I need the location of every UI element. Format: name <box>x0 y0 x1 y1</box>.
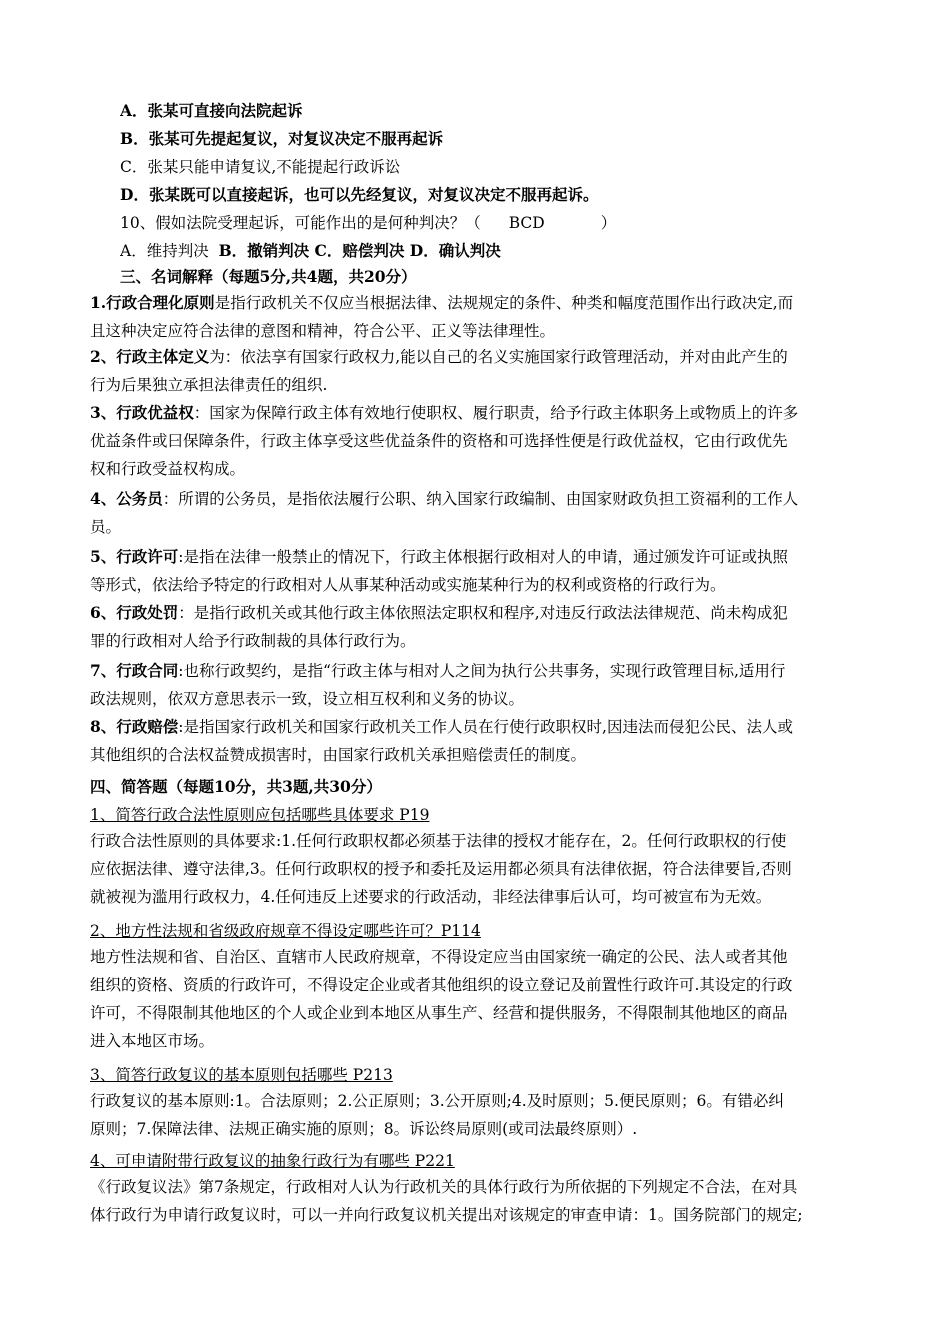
definition-term: 4、公务员 <box>90 489 163 508</box>
question-4-title: 4、可申请附带行政复议的抽象行政行为有哪些 P221 <box>90 1152 455 1170</box>
definition-term: 5、行政许可 <box>90 547 179 566</box>
answer-2-line-4: 进入本地区市场。 <box>90 1032 215 1050</box>
definition-text: 是指行政机关不仅应当根据法律、法规规定的条件、种类和幅度范围作出行政决定,而 <box>214 294 794 312</box>
definition-text: ：是指行政机关或其他行政主体依照法定职权和程序,对违反行政法法律规范、尚未构成犯 <box>178 604 788 622</box>
definition-6-line-1 <box>90 602 870 624</box>
option-9d: D．张某既可以直接起诉，也可以先经复议，对复议决定不服再起诉。 <box>120 185 599 204</box>
definition-text: 优益条件或曰保障条件，行政主体享受这些优益条件的资格和可选择性便是行政优益权，它由行政优先 <box>90 432 788 450</box>
definition-8-line-1 <box>90 716 870 738</box>
definition-term: 6、行政处罚 <box>90 603 179 622</box>
section-3-heading: 三、名词解释（每题5分,共4题，共20分） <box>120 267 417 286</box>
definition-text: :是指国家行政机关和国家行政机关工作人员在行使行政职权时,因违法而侵犯公民、法人或 <box>178 718 793 736</box>
answer-3-line-2: 原则；7.保障法律、法规正确实施的原则；8。诉讼终局原则(或司法最终原则）. <box>90 1120 638 1138</box>
option-10bcd: B．撤销判决 C．赔偿判决 D．确认判决 <box>218 241 501 260</box>
definition-2-line-1 <box>90 346 870 368</box>
definition-6-line-2 <box>90 630 870 652</box>
definition-7-line-2 <box>90 688 870 710</box>
option-10a: A．维持判决 <box>120 242 209 260</box>
question-1-title: 1、简答行政合法性原则应包括哪些具体要求 P19 <box>90 806 430 824</box>
answer-3-line-1: 行政复议的基本原则:1。合法原则；2.公正原则；3.公开原则;4.及时原则；5.便民原则；6。有错必纠 <box>90 1092 784 1110</box>
definition-text: 罪的行政相对人给予行政制裁的具体行政行为。 <box>90 632 416 650</box>
answer-2-line-3: 许可，不得限制其他地区的个人或企业到本地区从事生产、经营和提供服务，不得限制其他地区的商品 <box>90 1004 788 1022</box>
definition-1-line-2 <box>90 320 870 342</box>
question-3-title: 3、简答行政复议的基本原则包括哪些 P213 <box>90 1066 393 1084</box>
answer-2-line-1: 地方性法规和省、自治区、直辖市人民政府规章，不得设定应当由国家统一确定的公民、法人或者其他 <box>90 948 788 966</box>
definition-text: :是指在法律一般禁止的情况下，行政主体根据行政相对人的申请，通过颁发许可证或执照 <box>178 548 789 566</box>
definition-text: 为：依法享有国家行政权力,能以自己的名义实施国家行政管理活动，并对由此产生的 <box>209 348 788 366</box>
definition-5-line-1 <box>90 546 870 568</box>
definition-term: 2、行政主体定义 <box>90 347 210 366</box>
definition-text: 政法规则，依双方意思表示一致，设立相互权利和义务的协议。 <box>90 690 525 708</box>
definition-3-line-2 <box>90 430 870 452</box>
definition-text: 行为后果独立承担法律责任的组织. <box>90 376 328 394</box>
question-2-title: 2、地方性法规和省级政府规章不得设定哪些许可？P114 <box>90 922 481 940</box>
definition-1-line-1 <box>90 292 870 314</box>
definition-7-line-1 <box>90 660 870 682</box>
definition-text: ：国家为保障行政主体有效地行使职权、履行职责，给予行政主体职务上或物质上的许多 <box>193 404 799 422</box>
question-10 <box>120 212 900 234</box>
answer-1-line-2: 应依据法律、遵守法律,3。任何行政职权的授予和委托及运用都必须具有法律依据，符合法律要旨,否则 <box>90 860 792 878</box>
question-10-stem: 10、假如法院受理起诉，可能作出的是何种判决？（ <box>120 214 481 232</box>
option-9b: B．张某可先提起复议，对复议决定不服再起诉 <box>120 129 444 148</box>
definition-term: 3、行政优益权 <box>90 403 194 422</box>
answer-1-line-3: 就被视为滥用行政权力，4.任何违反上述要求的行政活动，非经法律事后认可，均可被宣布为无效。 <box>90 888 772 906</box>
answer-4-line-1: 《行政复议法》第7条规定，行政相对人认为行政机关的具体行政行为所依据的下列规定不合法，在对具 <box>90 1178 798 1196</box>
definition-3-line-3 <box>90 458 870 480</box>
definition-3-line-1 <box>90 402 870 424</box>
answer-2-line-2: 组织的资格、资质的行政许可，不得设定企业或者其他组织的设立登记及前置性行政许可.其设定的行政 <box>90 976 793 994</box>
definition-2-line-2 <box>90 374 870 396</box>
question-10-close: ） <box>600 214 617 232</box>
question-10-answer: BCD <box>508 214 545 232</box>
definition-text: 其他组织的合法权益赞成损害时，由国家行政机关承担赔偿责任的制度。 <box>90 746 587 764</box>
definition-term: 7、行政合同 <box>90 661 179 680</box>
definition-text: :也称行政契约，是指“行政主体与相对人之间为执行公共事务，实现行政管理目标,适用行 <box>178 662 786 680</box>
option-9a: A．张某可直接向法院起诉 <box>120 101 303 120</box>
definition-text: 且这种决定应符合法律的意图和精神，符合公平、正义等法律理性。 <box>90 322 556 340</box>
definition-4-line-2 <box>90 516 870 538</box>
definition-5-line-2 <box>90 574 870 596</box>
definition-term: 8、行政赔偿 <box>90 717 179 736</box>
definition-text: 权和行政受益权构成。 <box>90 460 246 478</box>
definition-term: 1.行政合理化原则 <box>90 293 215 312</box>
definition-8-line-2 <box>90 744 870 766</box>
section-4-heading: 四、简答题（每题10分，共3题,共30分） <box>90 777 382 796</box>
answer-4-line-2: 体行政行为申请行政复议时，可以一并向行政复议机关提出对该规定的审查申请：1。国务院部门的规定; <box>90 1206 803 1224</box>
definition-4-line-1 <box>90 488 870 510</box>
answer-1-line-1: 行政合法性原则的具体要求:1.任何行政职权都必须基于法律的授权才能存在，2。任何行政职权的行使 <box>90 832 787 850</box>
definition-text: 员。 <box>90 518 122 536</box>
question-10-options <box>120 240 900 262</box>
definition-text: 等形式，依法给予特定的行政相对人从事某种活动或实施某种行为的权利或资格的行政行为。 <box>90 576 726 594</box>
option-9c: C．张某只能申请复议,不能提起行政诉讼 <box>120 158 401 176</box>
definition-text: ：所谓的公务员，是指依法履行公职、纳入国家行政编制、由国家财政负担工资福利的工作人 <box>162 490 799 508</box>
